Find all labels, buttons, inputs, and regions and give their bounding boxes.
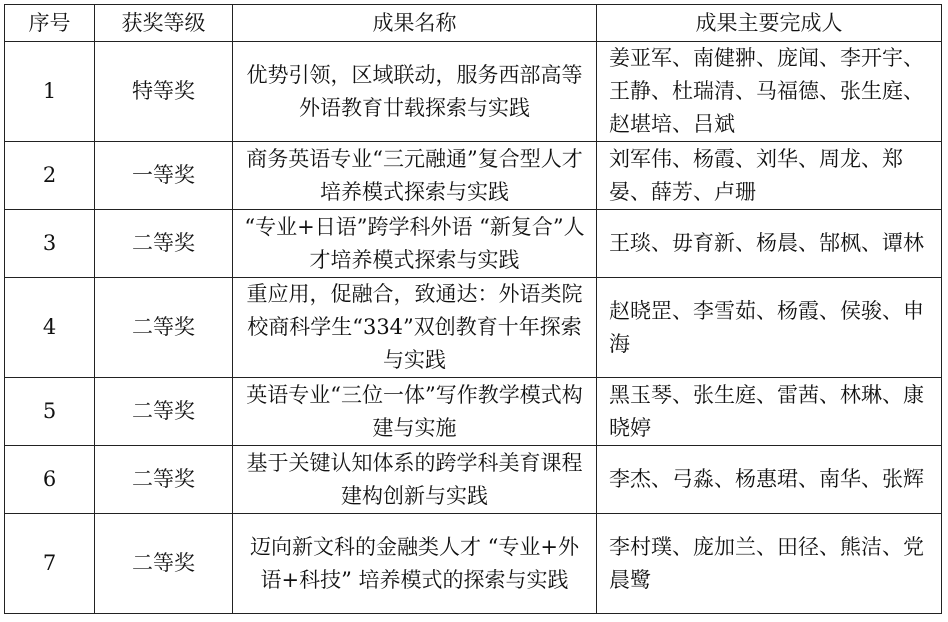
table-header <box>5 5 942 42</box>
header-no: 序号 <box>5 5 95 42</box>
achievement-title: 英语专业“三位一体”写作教学模式构建与实施 <box>233 378 597 446</box>
contributors: 姜亚军、南健翀、庞闻、李开宇、王静、杜瑞清、马福德、张生庭、赵堪培、吕斌 <box>597 42 942 142</box>
award-level: 特等奖 <box>95 42 233 142</box>
award-level: 二等奖 <box>95 446 233 514</box>
achievement-title: 重应用，促融合，致通达：外语类院校商科学生“334”双创教育十年探索与实践 <box>233 278 597 378</box>
table-row <box>5 446 942 514</box>
award-level: 二等奖 <box>95 278 233 378</box>
achievement-title: 迈向新文科的金融类人才 “专业+外语+科技” 培养模式的探索与实践 <box>233 514 597 614</box>
contributors: 王琰、毋育新、杨晨、郜枫、谭林 <box>597 210 942 278</box>
row-number: 5 <box>5 378 95 446</box>
header-main-contributors: 成果主要完成人 <box>597 5 942 42</box>
contributors: 刘军伟、杨霞、刘华、周龙、郑晏、薛芳、卢珊 <box>597 142 942 210</box>
row-number: 7 <box>5 514 95 614</box>
contributors: 李杰、弓淼、杨惠珺、南华、张辉 <box>597 446 942 514</box>
achievement-title: 基于关键认知体系的跨学科美育课程建构创新与实践 <box>233 446 597 514</box>
achievement-title: 商务英语专业“三元融通”复合型人才培养模式探索与实践 <box>233 142 597 210</box>
row-number: 3 <box>5 210 95 278</box>
header-award-level: 获奖等级 <box>95 5 233 42</box>
contributors: 黑玉琴、张生庭、雷茜、林琳、康晓婷 <box>597 378 942 446</box>
table-row <box>5 378 942 446</box>
table-row <box>5 42 942 142</box>
award-level: 一等奖 <box>95 142 233 210</box>
table-row <box>5 142 942 210</box>
header-achievement-title: 成果名称 <box>233 5 597 42</box>
row-number: 2 <box>5 142 95 210</box>
awards-table <box>4 4 942 614</box>
award-level: 二等奖 <box>95 210 233 278</box>
contributors: 赵晓罡、李雪茹、杨霞、侯骏、申海 <box>597 278 942 378</box>
contributors: 李村璞、庞加兰、田径、熊洁、党晨鹭 <box>597 514 942 614</box>
achievement-title: “专业+日语”跨学科外语 “新复合”人才培养模式探索与实践 <box>233 210 597 278</box>
table-row <box>5 278 942 378</box>
row-number: 6 <box>5 446 95 514</box>
row-number: 1 <box>5 42 95 142</box>
table-row <box>5 210 942 278</box>
table-body <box>5 42 942 614</box>
award-level: 二等奖 <box>95 378 233 446</box>
achievement-title: 优势引领，区域联动，服务西部高等外语教育廿载探索与实践 <box>233 42 597 142</box>
row-number: 4 <box>5 278 95 378</box>
header-row <box>5 5 942 42</box>
table-row <box>5 514 942 614</box>
award-level: 二等奖 <box>95 514 233 614</box>
